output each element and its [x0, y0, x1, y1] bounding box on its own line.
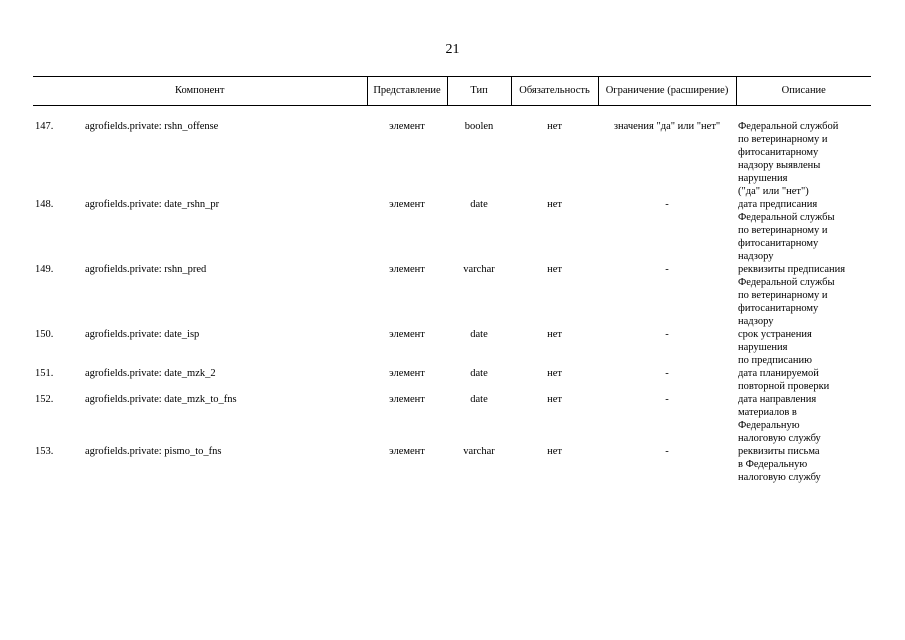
description-line: надзору	[738, 316, 774, 327]
required-cell: нет	[547, 199, 562, 210]
type-cell: boolen	[464, 121, 494, 132]
header-component: Компонент	[33, 77, 367, 106]
description-line: надзору выявлены	[738, 160, 821, 171]
component-cell: agrofields.private: rshn_pred	[85, 264, 207, 275]
description-line: фитосанитарному	[738, 147, 819, 158]
description-line: дата направления	[738, 394, 817, 405]
required-cell: нет	[547, 368, 562, 379]
representation-cell: элемент	[389, 329, 425, 340]
type-cell: varchar	[463, 446, 495, 457]
description-line: надзору	[738, 251, 774, 262]
type-cell: date	[470, 368, 488, 379]
description-line: Федеральную	[738, 420, 800, 431]
table-header	[33, 77, 871, 106]
description-line: Федеральной службы	[738, 277, 835, 288]
header-restriction-line: Ограничение	[605, 85, 665, 96]
row-number: 149.	[35, 264, 54, 275]
type-cell: date	[470, 199, 488, 210]
row-number: 153.	[35, 446, 54, 457]
representation-cell: элемент	[389, 394, 425, 405]
description-cell	[736, 367, 871, 393]
row-number: 152.	[35, 394, 54, 405]
representation-cell: элемент	[389, 264, 425, 275]
description-cell	[736, 263, 871, 328]
required-cell: нет	[547, 446, 562, 457]
restriction-cell: -	[665, 199, 669, 210]
component-cell: agrofields.private: date_mzk_to_fns	[85, 394, 237, 405]
restriction-cell: значения "да" или "нет"	[613, 121, 721, 132]
required-cell: нет	[547, 394, 562, 405]
description-line: Федеральной службы	[738, 212, 835, 223]
schema-table	[33, 76, 871, 484]
header-restriction-line: (расширение)	[667, 85, 729, 96]
description-cell	[736, 328, 871, 367]
description-cell	[736, 393, 871, 445]
component-cell: agrofields.private: date_mzk_2	[85, 368, 216, 379]
table-row	[33, 263, 871, 328]
component-cell: agrofields.private: date_rshn_pr	[85, 199, 220, 210]
description-line: по ветеринарному и	[738, 290, 828, 301]
description-line: срок устранения	[738, 329, 812, 340]
representation-cell: элемент	[389, 446, 425, 457]
component-cell: agrofields.private: pismo_to_fns	[85, 446, 222, 457]
row-number: 151.	[35, 368, 54, 379]
description-cell	[736, 445, 871, 484]
table-row	[33, 367, 871, 393]
description-line: нарушения	[738, 342, 788, 353]
row-number: 148.	[35, 199, 54, 210]
type-cell: date	[470, 329, 488, 340]
table-row	[33, 120, 871, 198]
restriction-cell: -	[665, 446, 669, 457]
restriction-cell: -	[665, 394, 669, 405]
type-cell: varchar	[463, 264, 495, 275]
required-cell: нет	[547, 121, 562, 132]
header-description: Описание	[736, 77, 871, 106]
description-line: в Федеральную	[738, 459, 808, 470]
restriction-cell: -	[665, 368, 669, 379]
header-representation: Представление	[367, 77, 447, 106]
table-spacer	[33, 106, 871, 121]
description-line: по предписанию	[738, 355, 813, 366]
description-line: Федеральной службой	[738, 121, 839, 132]
description-line: дата планируемой	[738, 368, 819, 379]
row-number: 147.	[35, 121, 54, 132]
description-line: налоговую службу	[738, 433, 821, 444]
description-cell	[736, 120, 871, 198]
restriction-cell: -	[665, 329, 669, 340]
description-line: реквизиты предписания	[738, 264, 846, 275]
header-restriction	[598, 77, 736, 106]
type-cell: date	[470, 394, 488, 405]
component-cell: agrofields.private: date_isp	[85, 329, 200, 340]
component-cell: agrofields.private: rshn_offense	[85, 121, 219, 132]
description-line: материалов в	[738, 407, 797, 418]
representation-cell: элемент	[389, 368, 425, 379]
page-number: 21	[445, 42, 460, 57]
table-row	[33, 328, 871, 367]
header-type: Тип	[447, 77, 511, 106]
header-required: Обязательность	[511, 77, 598, 106]
description-line: ("да" или "нет")	[738, 186, 809, 197]
representation-cell: элемент	[389, 121, 425, 132]
description-line: нарушения	[738, 173, 788, 184]
description-line: фитосанитарному	[738, 238, 819, 249]
description-cell	[736, 198, 871, 263]
row-number: 150.	[35, 329, 54, 340]
description-line: налоговую службу	[738, 472, 821, 483]
description-line: фитосанитарному	[738, 303, 819, 314]
description-line: повторной проверки	[738, 381, 830, 392]
description-line: дата предписания	[738, 199, 818, 210]
description-line: по ветеринарному и	[738, 225, 828, 236]
required-cell: нет	[547, 329, 562, 340]
description-line: реквизиты письма	[738, 446, 820, 457]
representation-cell: элемент	[389, 199, 425, 210]
restriction-cell: -	[665, 264, 669, 275]
description-line: по ветеринарному и	[738, 134, 828, 145]
table-row	[33, 393, 871, 445]
table-row	[33, 445, 871, 484]
table-body	[33, 106, 871, 485]
table-row	[33, 198, 871, 263]
required-cell: нет	[547, 264, 562, 275]
